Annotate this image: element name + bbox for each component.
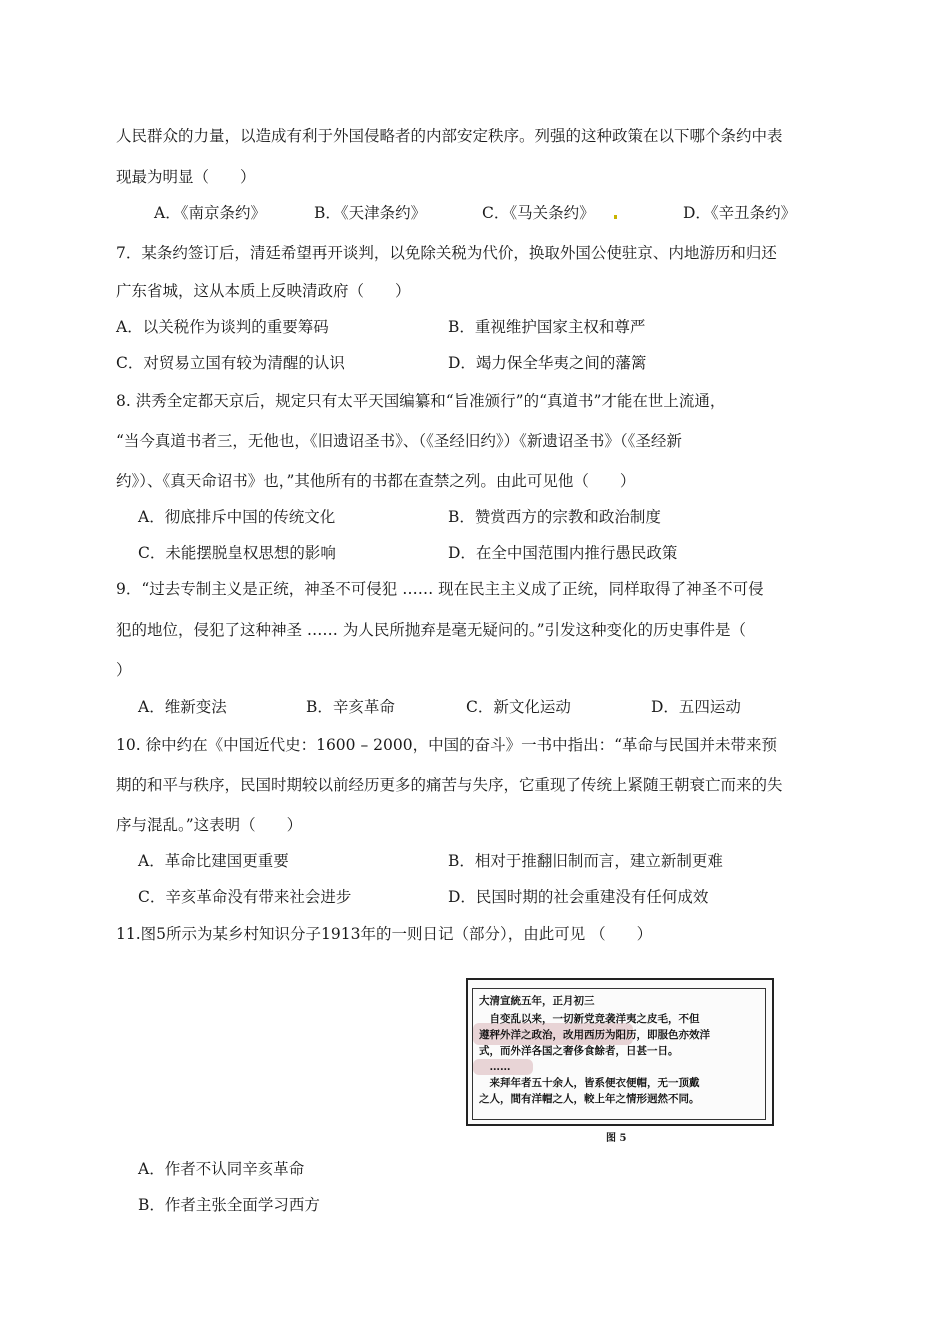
diary-heading: 大清宣統五年，正月初三 [479, 995, 595, 1007]
q10-option-d: D．民国时期的社会重建没有任何成效 [448, 888, 709, 906]
q8-option-a: A．彻底排斥中国的传统文化 [138, 508, 336, 526]
q6-option-c: C．《马关条约》 [482, 204, 595, 222]
q9-option-a: A．维新变法 [138, 698, 227, 716]
q6-stem-line-2: 现最为明显（ ） [116, 168, 256, 186]
q7-option-b: B．重视维护国家主权和尊严 [448, 318, 646, 336]
diary-line: 式，而外洋各国之奢侈食餘者，日甚一日。 [479, 1045, 679, 1057]
q6-option-b: B．《天津条约》 [314, 204, 427, 222]
q9-option-c: C．新文化运动 [466, 698, 571, 716]
q7-stem-line-1: 7．某条约签订后，清廷希望再开谈判，以免除关税为代价，换取外国公使驻京、内地游历和归还 [116, 244, 777, 262]
q9-stem-line-2: 犯的地位，侵犯了这种神圣 …… 为人民所抛弃是毫无疑问的。”引发这种变化的历史事件是（ [116, 621, 747, 639]
q6-option-a: A．《南京条约》 [154, 204, 266, 222]
q10-stem-line-2: 期的和平与秩序，民国时期较以前经历更多的痛苦与失序，它重现了传统上紧随王朝衰亡而来的失 [116, 776, 783, 794]
q9-stem-line-1: 9．“过去专制主义是正统，神圣不可侵犯 …… 现在民主主义成了正统，同样取得了神圣不可侵 [116, 580, 764, 598]
q10-stem-line-3: 序与混乱。”这表明（ ） [116, 816, 303, 834]
yellow-dot-mark [614, 215, 617, 219]
q10-option-c: C．辛亥革命没有带来社会进步 [138, 888, 352, 906]
figure-caption: 图 5 [606, 1133, 627, 1144]
q8-option-c: C．未能摆脱皇权思想的影响 [138, 544, 336, 562]
q8-stem-line-1: 8. 洪秀全定都天京后，规定只有太平天国编纂和“旨准颁行”的“真道书”才能在世上流通， [116, 392, 726, 410]
q6-stem-line-1: 人民群众的力量，以造成有利于外国侵略者的内部安定秩序。列强的这种政策在以下哪个条约中表 [116, 127, 783, 145]
q10-stem-line-1: 10. 徐中约在《中国近代史：1600 – 2000，中国的奋斗》一书中指出：“革命与民国并未带来预 [116, 736, 778, 754]
q9-stem-line-3: ） [116, 661, 132, 679]
q10-option-b: B．相对于推翻旧制而言，建立新制更难 [448, 852, 723, 870]
q9-option-d: D．五四运动 [651, 698, 741, 716]
q10-option-a: A．革命比建国更重要 [138, 852, 289, 870]
q11-option-a: A．作者不认同辛亥革命 [138, 1160, 305, 1178]
diary-line: …… [479, 1061, 511, 1073]
q7-option-d: D．竭力保全华夷之间的藩篱 [448, 354, 647, 372]
q9-option-b: B．辛亥革命 [306, 698, 395, 716]
q8-option-b: B．赞赏西方的宗教和政治制度 [448, 508, 661, 526]
q8-option-d: D．在全中国范围内推行愚民政策 [448, 544, 678, 562]
diary-figure-frame [472, 988, 766, 1120]
q7-stem-line-2: 广东省城，这从本质上反映清政府（ ） [116, 282, 411, 300]
q11-option-b: B．作者主张全面学习西方 [138, 1196, 320, 1214]
q11-stem-line-1: 11.图5所示为某乡村知识分子1913年的一则日记（部分），由此可见 （ ） [116, 925, 653, 943]
diary-line: 自变乱以来，一切新党竞袭洋夷之皮毛，不但 [479, 1013, 700, 1025]
q8-stem-line-2: “当今真道书者三，无他也，《旧遗诏圣书》、（《圣经旧约》）《新遗诏圣书》（《圣经新 [116, 432, 682, 450]
diary-line: 来拜年者五十余人，皆系便衣便帽，无一顶戴 [479, 1077, 700, 1089]
q8-stem-line-3: 约》）、《真天命诏书》也，”其他所有的书都在查禁之列。由此可见他（ ） [116, 472, 636, 490]
diary-line: 遵秤外洋之政治，改用西历为阳历，即服色亦效洋 [479, 1029, 710, 1041]
diary-figure [466, 978, 774, 1126]
q7-option-a: A．以关税作为谈判的重要筹码 [116, 318, 329, 336]
q7-option-c: C．对贸易立国有较为清醒的认识 [116, 354, 345, 372]
q6-option-d: D．《辛丑条约》 [683, 204, 797, 222]
diary-line: 之人，間有洋帽之人，較上年之情形迥然不同。 [479, 1093, 700, 1105]
